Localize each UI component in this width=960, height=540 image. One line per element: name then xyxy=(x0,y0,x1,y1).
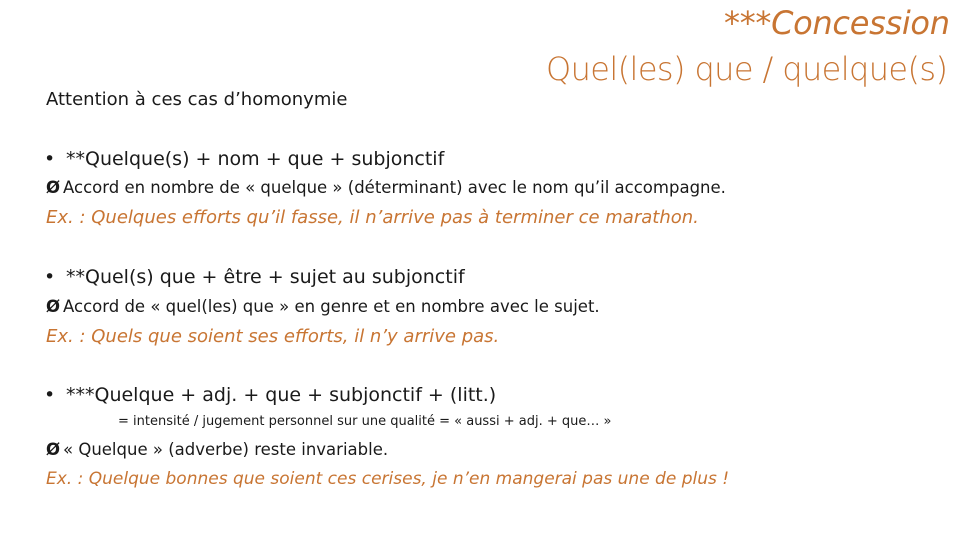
rule-arrow-1 xyxy=(46,178,726,197)
arrow-icon: Ø xyxy=(46,178,61,197)
rule-bullet-1 xyxy=(44,148,444,170)
slide-title-line1: ***Concession xyxy=(724,4,950,42)
rule-arrow-text: « Quelque » (adverbe) reste invariable. xyxy=(63,440,389,459)
rule-arrow-3 xyxy=(46,440,388,459)
example-1: Ex. : Quelques efforts qu’il fasse, il n’arrive pas à terminer ce marathon. xyxy=(46,207,699,228)
example-3: Ex. : Quelque bonnes que soient ces cerises, je n’en mangerai pas une de plus ! xyxy=(46,469,730,489)
arrow-icon: Ø xyxy=(46,297,61,316)
rule-bullet-text: **Quelque(s) + nom + que + subjonctif xyxy=(66,148,445,170)
bullet-icon: • xyxy=(44,148,56,170)
rule-arrow-2 xyxy=(46,297,600,316)
slide-subtitle: Attention à ces cas d’homonymie xyxy=(46,89,348,110)
rule-arrow-text: Accord de « quel(les) que » en genre et en nombre avec le sujet. xyxy=(63,297,600,316)
rule-bullet-3 xyxy=(44,384,496,406)
rule-bullet-text: ***Quelque + adj. + que + subjonctif + (litt.) xyxy=(66,384,497,406)
rule-bullet-2 xyxy=(44,266,465,288)
slide-title-line2: Quel(les) que / quelque(s) xyxy=(546,50,948,88)
bullet-icon: • xyxy=(44,266,56,288)
example-2: Ex. : Quels que soient ses efforts, il n’y arrive pas. xyxy=(46,326,500,347)
arrow-icon: Ø xyxy=(46,440,61,459)
rule-note-3: = intensité / jugement personnel sur une qualité = « aussi + adj. + que… » xyxy=(118,414,612,429)
bullet-icon: • xyxy=(44,384,56,406)
rule-bullet-text: **Quel(s) que + être + sujet au subjonctif xyxy=(66,266,465,288)
rule-arrow-text: Accord en nombre de « quelque » (déterminant) avec le nom qu’il accompagne. xyxy=(63,178,726,197)
